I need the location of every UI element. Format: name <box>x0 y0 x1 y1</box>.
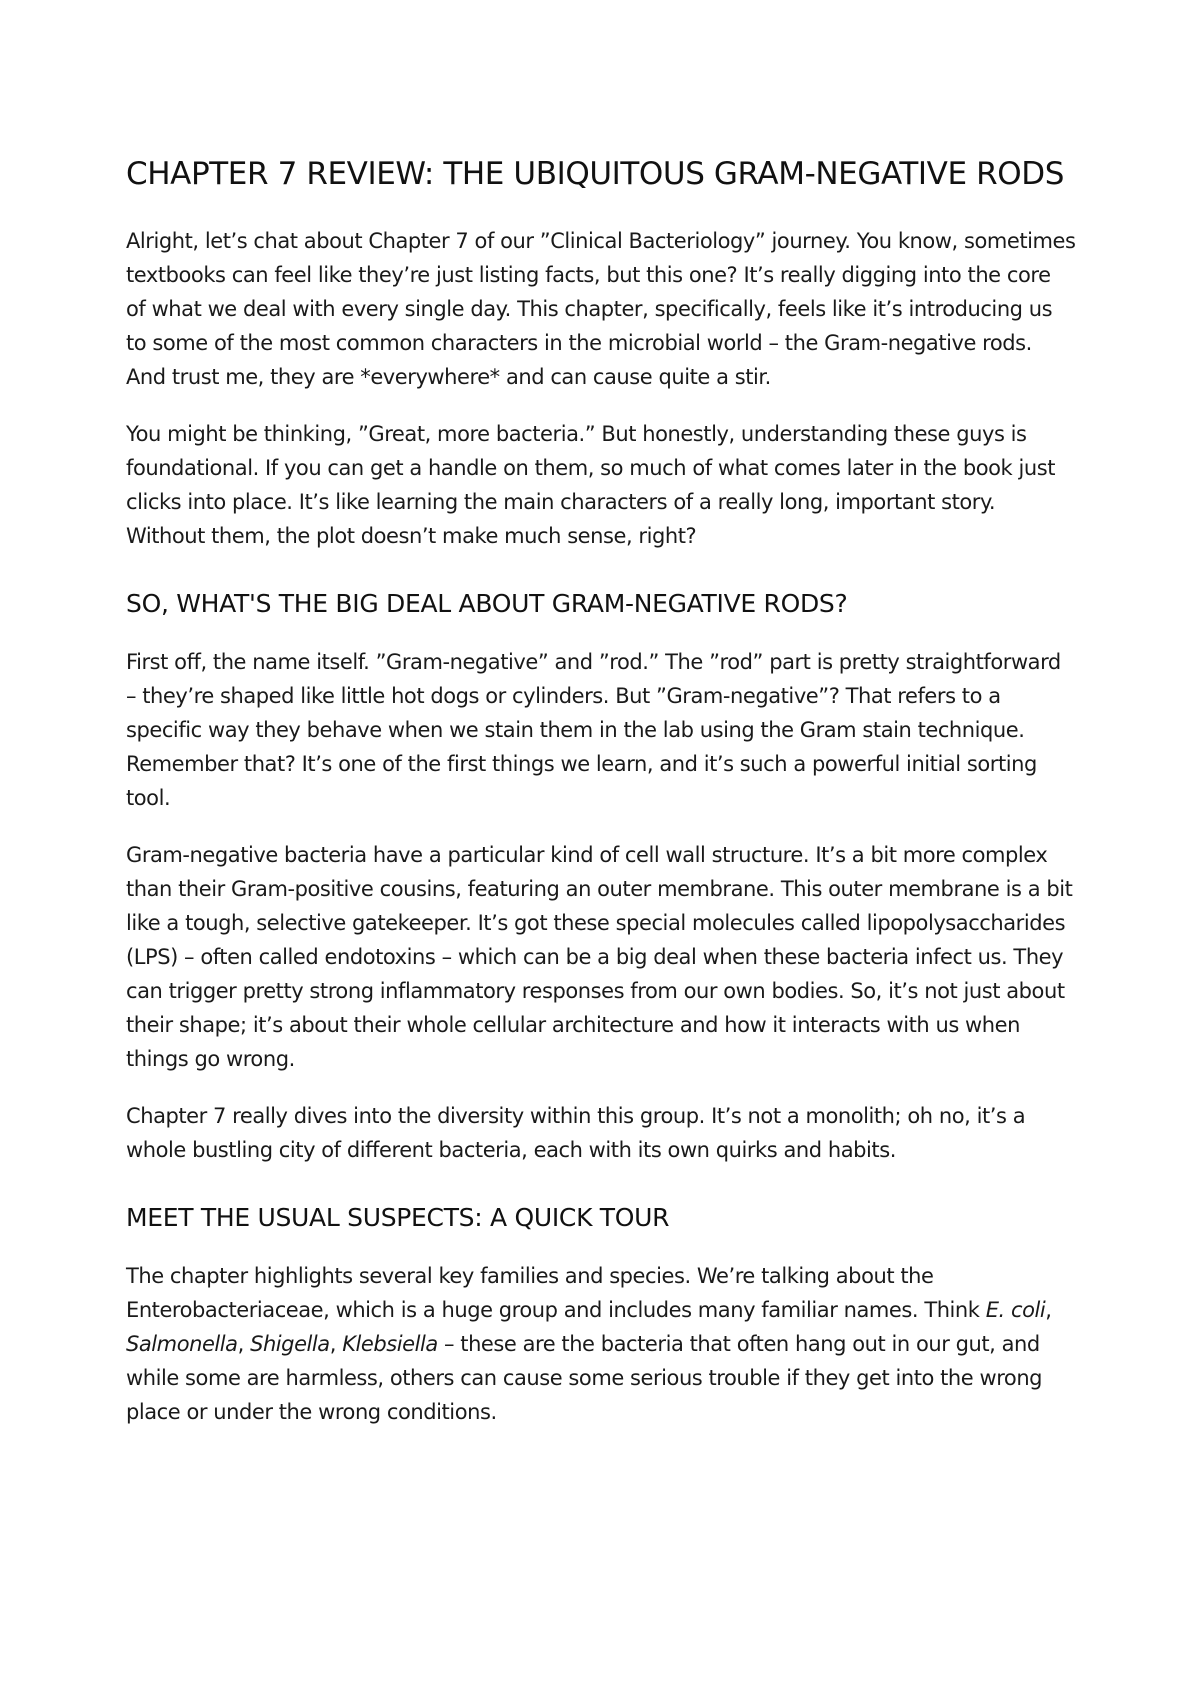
section2-lead-text: The chapter highlights several key families and species. We’re talking about the Enterobacteriaceae, which is a huge group and includes many familiar names. Think <box>126 1264 986 1322</box>
document-title: CHAPTER 7 REVIEW: THE UBIQUITOUS GRAM-NEGATIVE RODS <box>126 156 1064 192</box>
document-page <box>126 146 1076 1452</box>
intro-paragraph-2: You might be thinking, ”Great, more bacteria.” But honestly, understanding these guys is foundational. If you can get a handle on them, so much of what comes later in the book just clicks into place. It’s like learning the main characters of a really long, important story. Without them, the plot doesn’t make much sense, right? <box>126 422 1055 548</box>
section-heading-big-deal: SO, WHAT'S THE BIG DEAL ABOUT GRAM-NEGATIVE RODS? <box>126 589 848 618</box>
species-salmonella: Salmonella <box>126 1332 238 1356</box>
section1-paragraph-2: Gram-negative bacteria have a particular kind of cell wall structure. It’s a bit more complex than their Gram-positive cousins, featuring an outer membrane. This outer membrane is a bit like a tough, selective gatekeeper. It’s got these special molecules called lipopolysaccharides (LPS) – often called endotoxins – which can be a big deal when these bacteria infect us. They can trigger pretty strong inflammatory responses from our own bodies. So, it’s not just about their shape; it’s about their whole cellular architecture and how it interacts with us when things go wrong. <box>126 843 1073 1071</box>
section1-paragraph-1: First off, the name itself. ”Gram-negative” and ”rod.” The ”rod” part is pretty straightforward – they’re shaped like little hot dogs or cylinders. But ”Gram-negative”? That refers to a specific way they behave when we stain them in the lab using the Gram stain technique. Remember that? It’s one of the first things we learn, and it’s such a powerful initial sorting tool. <box>126 650 1061 810</box>
species-shigella: Shigella <box>250 1332 330 1356</box>
section2-tail-text: – these are the bacteria that often hang out in our gut, and while some are harmless, others can cause some serious trouble if they get into the wrong place or under the wrong conditions. <box>126 1332 1043 1424</box>
species-ecoli: E. coli <box>985 1298 1046 1322</box>
section-heading-usual-suspects: MEET THE USUAL SUSPECTS: A QUICK TOUR <box>126 1203 670 1232</box>
section1-paragraph-3: Chapter 7 really dives into the diversity within this group. It’s not a monolith; oh no, it’s a whole bustling city of different bacteria, each with its own quirks and habits. <box>126 1104 1026 1162</box>
intro-paragraph-1: Alright, let’s chat about Chapter 7 of our ”Clinical Bacteriology” journey. You know, sometimes textbooks can feel like they’re just listing facts, but this one? It’s really digging into the core of what we deal with every single day. This chapter, specifically, feels like it’s introducing us to some of the most common characters in the microbial world – the Gram-negative rods. And trust me, they are *everywhere* and can cause quite a stir. <box>126 229 1076 389</box>
species-klebsiella: Klebsiella <box>342 1332 438 1356</box>
section2-paragraph-1: The chapter highlights several key families and species. We’re talking about the Enterobacteriaceae, which is a huge group and includes many familiar names. Think E. coli, Salmonella, Shigella, Klebsiella – these are the bacteria that often hang out in our gut, and while some are harmless, others can cause some serious trouble if they get into the wrong place or under the wrong conditions. <box>126 1264 1052 1424</box>
